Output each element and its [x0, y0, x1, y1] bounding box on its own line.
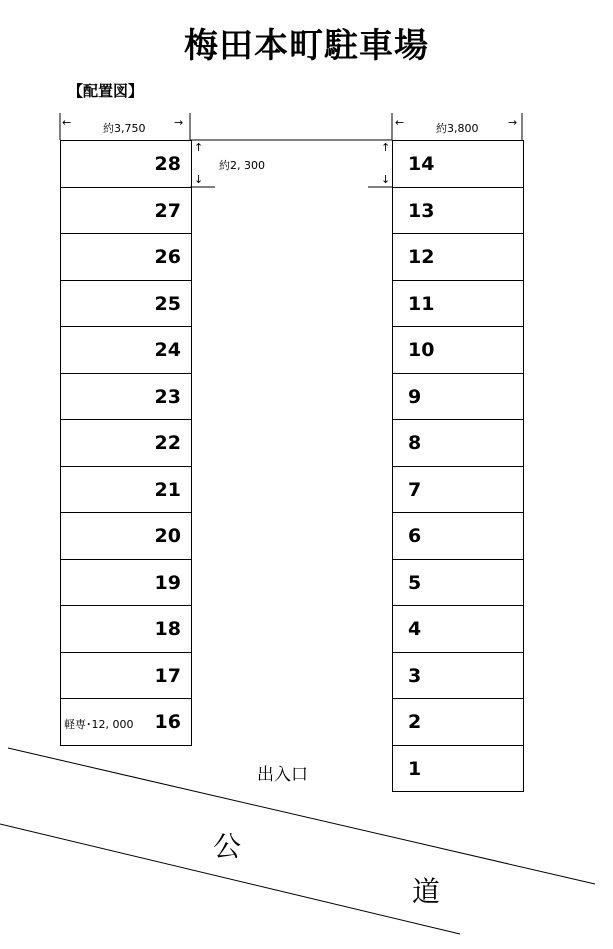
parking-slot: [61, 699, 191, 746]
parking-slot: [61, 606, 191, 653]
parking-slot: [393, 513, 523, 560]
slot-number: 5: [408, 571, 422, 594]
down-arrow-icon: ↓: [381, 173, 391, 186]
slot-number: 9: [408, 385, 422, 408]
parking-slot: [393, 420, 523, 467]
parking-slot: [393, 281, 523, 328]
entrance-label: 出入口: [257, 765, 308, 785]
slot-number: 11: [408, 292, 435, 315]
slot-number: 26: [154, 246, 181, 268]
parking-slot: [61, 141, 191, 188]
right-arrow-icon: →: [508, 116, 518, 129]
parking-slot: [393, 746, 523, 793]
left-arrow-icon: ←: [395, 116, 405, 129]
slot-number: 8: [408, 432, 422, 454]
left-arrow-icon: ←: [62, 116, 72, 129]
slot-number: 24: [154, 339, 181, 361]
slot-number: 18: [154, 618, 181, 640]
parking-slot: [393, 374, 523, 421]
up-arrow-icon: ↑: [381, 141, 391, 154]
parking-slot: [61, 420, 191, 467]
parking-slot: [61, 467, 191, 514]
road-label-1: 公: [213, 830, 242, 863]
parking-slot: [393, 234, 523, 281]
down-arrow-icon: ↓: [194, 173, 204, 186]
right-arrow-icon: →: [174, 116, 184, 129]
layout-subtitle: 【配置図】: [68, 82, 144, 100]
slot-number: 25: [154, 292, 181, 315]
page-title: 梅田本町駐車場: [184, 26, 429, 66]
slot-number: 14: [408, 153, 435, 175]
slot-number: 1: [408, 757, 422, 780]
slot-number: 23: [154, 385, 181, 408]
slot-number: 13: [408, 199, 435, 222]
slot-number: 22: [154, 432, 181, 454]
slot-number: 6: [408, 525, 422, 547]
parking-slot: [393, 327, 523, 374]
slot-number: 2: [408, 711, 422, 733]
slot-note: 軽専･12, 000: [64, 718, 134, 731]
slot-number: 12: [408, 246, 435, 268]
parking-slot: [61, 327, 191, 374]
slot-number: 17: [154, 664, 181, 687]
slot-number: 3: [408, 664, 422, 687]
parking-slot: [61, 560, 191, 607]
slot-number: 20: [154, 525, 181, 547]
slot-number: 21: [154, 478, 181, 501]
left-parking-column: [60, 140, 192, 746]
up-arrow-icon: ↑: [194, 141, 204, 154]
right-width-label: 約3,800: [436, 122, 479, 135]
slot-number: 27: [154, 199, 181, 222]
parking-slot: [393, 699, 523, 746]
parking-slot: [61, 653, 191, 700]
slot-number: 16: [154, 711, 181, 733]
slot-number: 7: [408, 478, 422, 501]
parking-slot: [393, 606, 523, 653]
slot-number: 4: [408, 618, 422, 640]
slot-number: 10: [408, 339, 435, 361]
parking-slot: [393, 653, 523, 700]
parking-slot: [61, 234, 191, 281]
road-label-2: 道: [412, 875, 441, 908]
parking-slot: [393, 467, 523, 514]
slot-depth-label: 約2, 300: [219, 159, 265, 172]
left-width-label: 約3,750: [103, 122, 146, 135]
parking-slot: [61, 188, 191, 235]
parking-slot: [393, 560, 523, 607]
right-parking-column: [392, 140, 524, 792]
slot-number: 28: [154, 153, 181, 175]
parking-slot: [61, 281, 191, 328]
parking-slot: [393, 141, 523, 188]
slot-number: 19: [154, 571, 181, 594]
parking-slot: [61, 513, 191, 560]
parking-slot: [393, 188, 523, 235]
parking-slot: [61, 374, 191, 421]
